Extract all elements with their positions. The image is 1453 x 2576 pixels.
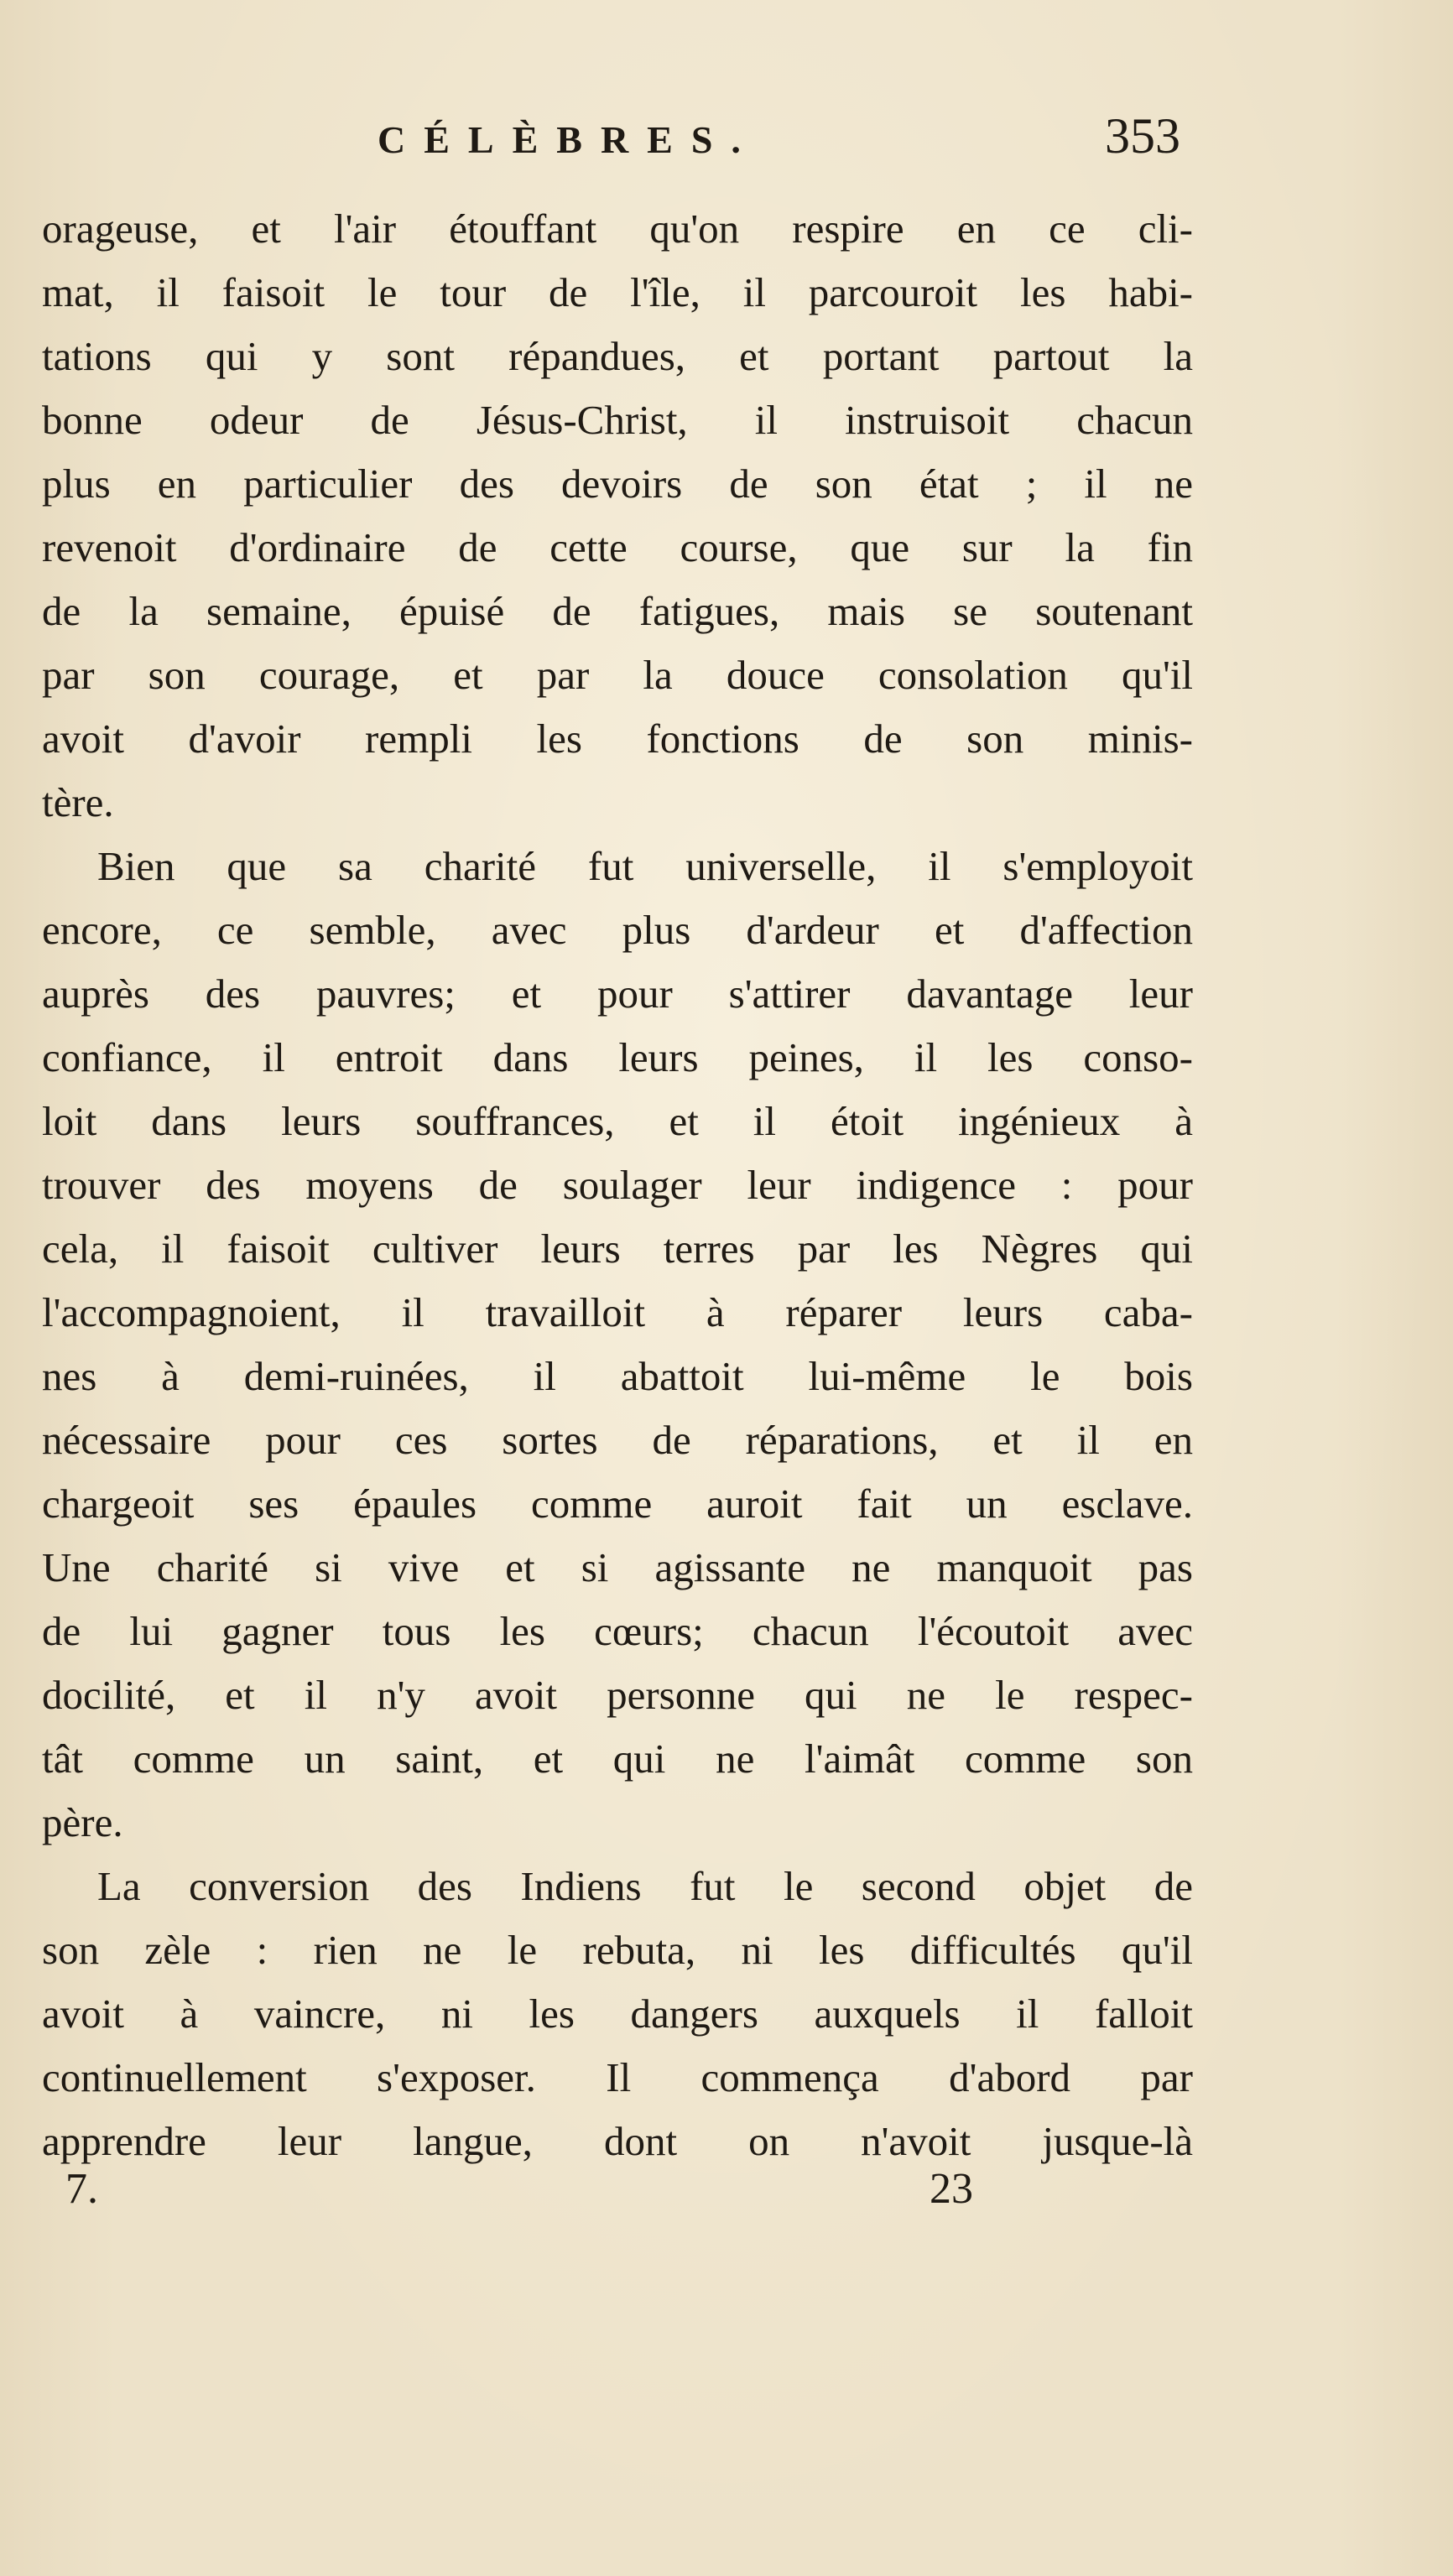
page-footer (0, 2164, 1453, 2231)
text-line: nes à demi-ruinées, il abattoit lui-même le bois (42, 1353, 1193, 1399)
page-header (0, 107, 1453, 174)
text-line: l'accompagnoient, il travailloit à réparer leurs caba- (42, 1289, 1193, 1335)
text-line: confiance, il entroit dans leurs peines, il les conso- (42, 1034, 1193, 1080)
text-line: de lui gagner tous les cœurs; chacun l'écoutoit avec (42, 1608, 1193, 1654)
text-line: loit dans leurs souffrances, et il étoit ingénieux à (42, 1098, 1193, 1144)
text-line: auprès des pauvres; et pour s'attirer davantage leur (42, 971, 1193, 1017)
body-text (42, 197, 1193, 2173)
text-line: continuellement s'exposer. Il commença d'abord par (42, 2054, 1193, 2100)
text-line: tère. (42, 779, 114, 825)
text-line: encore, ce semble, avec plus d'ardeur et d'affection (42, 907, 1193, 953)
signature-mark: 7. (65, 2165, 98, 2213)
text-line: trouver des moyens de soulager leur indigence : pour (42, 1162, 1193, 1208)
text-line: par son courage, et par la douce consolation qu'il (42, 652, 1193, 698)
text-line: chargeoit ses épaules comme auroit fait un esclave. (42, 1481, 1193, 1527)
running-head: CÉLÈBRES. (378, 118, 759, 161)
text-line: Bien que sa charité fut universelle, il s'employoit (97, 843, 1193, 889)
text-line: revenoit d'ordinaire de cette course, que sur la fin (42, 524, 1193, 570)
text-line: mat, il faisoit le tour de l'île, il parcouroit les habi- (42, 269, 1193, 315)
text-line: apprendre leur langue, dont on n'avoit jusque-là (42, 2118, 1193, 2164)
text-line: nécessaire pour ces sortes de réparations, et il en (42, 1417, 1193, 1463)
text-line: avoit à vaincre, ni les dangers auxquels il falloit (42, 1991, 1193, 2037)
text-line: docilité, et il n'y avoit personne qui ne le respec- (42, 1672, 1193, 1718)
gathering-number: 23 (930, 2165, 973, 2213)
text-line: avoit d'avoir rempli les fonctions de son minis- (42, 716, 1193, 762)
text-line: père. (42, 1799, 123, 1845)
text-line: orageuse, et l'air étouffant qu'on respire en ce cli- (42, 206, 1193, 252)
text-line: Une charité si vive et si agissante ne manquoit pas (42, 1544, 1193, 1590)
page-number: 353 (1105, 108, 1180, 164)
text-line: La conversion des Indiens fut le second objet de (97, 1863, 1193, 1909)
text-line: tât comme un saint, et qui ne l'aimât comme son (42, 1736, 1193, 1782)
text-line: bonne odeur de Jésus-Christ, il instruisoit chacun (42, 397, 1193, 443)
text-line: tations qui y sont répandues, et portant partout la (42, 333, 1193, 379)
text-line: plus en particulier des devoirs de son état ; il ne (42, 461, 1193, 507)
text-line: de la semaine, épuisé de fatigues, mais se soutenant (42, 588, 1193, 634)
text-line: son zèle : rien ne le rebuta, ni les difficultés qu'il (42, 1927, 1193, 1973)
text-line: cela, il faisoit cultiver leurs terres par les Nègres qui (42, 1226, 1193, 1272)
